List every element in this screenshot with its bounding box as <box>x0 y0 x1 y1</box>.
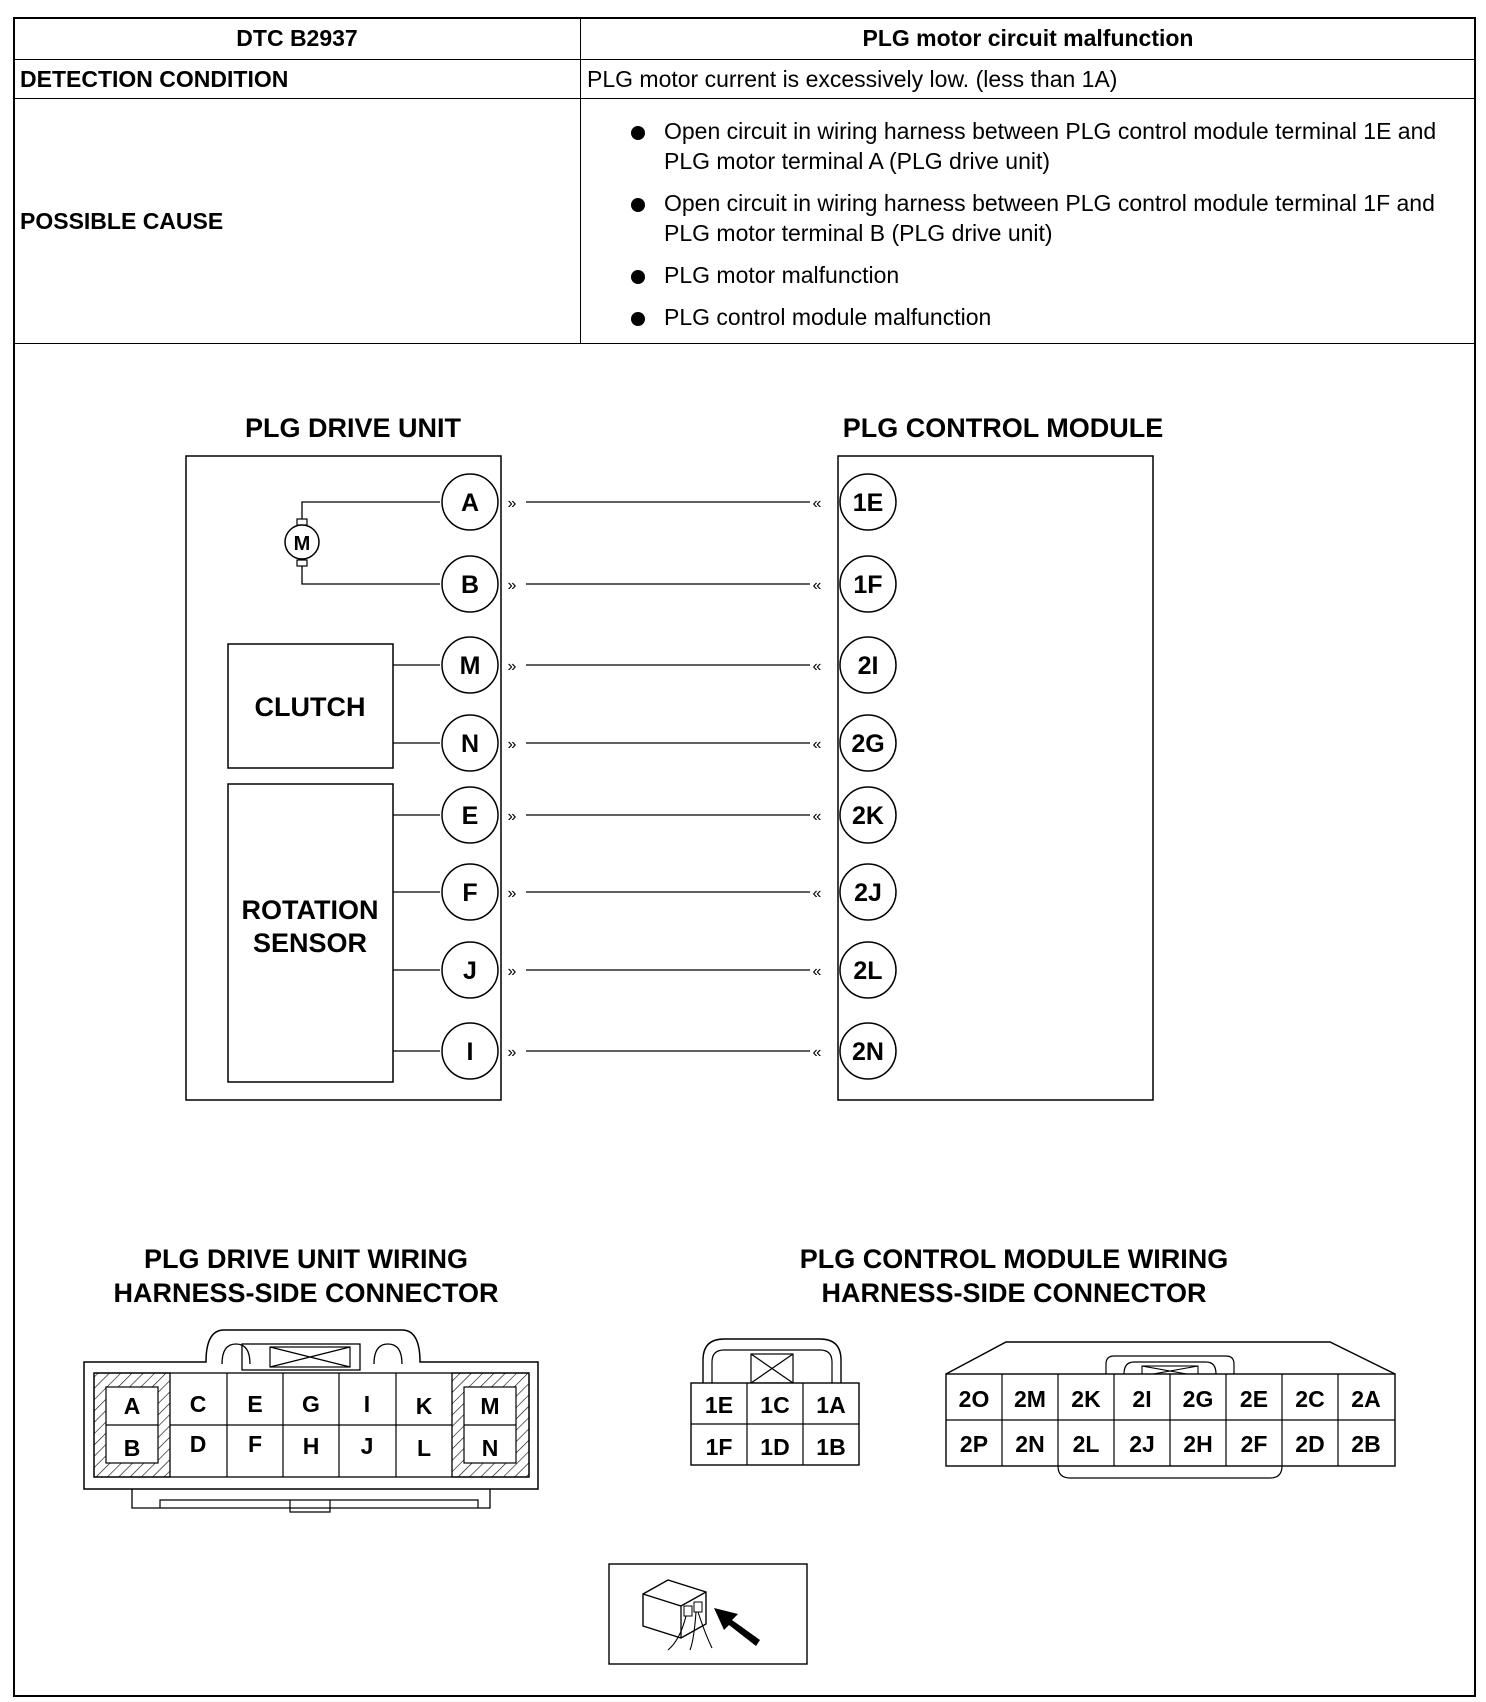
svg-text:»: » <box>507 808 517 825</box>
drive-unit-box <box>186 456 501 1100</box>
connector-pin: F <box>247 1431 263 1457</box>
wire-4 <box>442 715 896 771</box>
module-pin-label: 2L <box>853 957 883 985</box>
svg-text:»: » <box>507 495 517 512</box>
wire-5 <box>442 787 896 843</box>
dtc-code: DTC B2937 <box>14 18 581 60</box>
wire-8 <box>442 1023 896 1079</box>
cause-item: Open circuit in wiring harness between PLG control module terminal 1E and PLG motor terminal A (PLG drive unit) <box>587 116 1469 176</box>
drive-connector-title-2: HARNESS-SIDE CONNECTOR <box>113 1278 499 1308</box>
drive-pin-label: J <box>463 957 477 985</box>
module-connector-title-2: HARNESS-SIDE CONNECTOR <box>821 1278 1207 1308</box>
connector-pin: M <box>480 1393 500 1419</box>
svg-text:»: » <box>507 885 517 902</box>
connector-pin: 2P <box>959 1431 989 1457</box>
connector-pin: 2B <box>1351 1431 1381 1457</box>
connector-pin: 2E <box>1239 1386 1269 1412</box>
connector-pin: 2M <box>1014 1386 1046 1412</box>
connector-pin: 1D <box>760 1434 790 1460</box>
harness-side-view-icon <box>609 1564 807 1664</box>
svg-text:»: » <box>507 577 517 594</box>
connector-pin: 2G <box>1182 1386 1214 1412</box>
svg-text:«: « <box>812 808 822 825</box>
possible-cause-label: POSSIBLE CAUSE <box>14 99 581 344</box>
motor-symbol: M <box>293 533 311 555</box>
connector-pin: C <box>189 1391 207 1417</box>
connector-pin: 1A <box>816 1392 846 1418</box>
connector-pin: L <box>416 1435 432 1461</box>
svg-text:»: » <box>507 1044 517 1061</box>
svg-text:»: » <box>507 963 517 980</box>
module-connector-title-1: PLG CONTROL MODULE WIRING <box>799 1244 1229 1274</box>
svg-text:»: » <box>507 658 517 675</box>
connector-pin: 2L <box>1072 1431 1100 1457</box>
drive-unit-connector <box>84 1330 538 1512</box>
drive-pin-label: A <box>460 489 480 517</box>
connector-pin: D <box>189 1431 207 1457</box>
drive-pin-label: I <box>466 1038 474 1066</box>
svg-text:»: » <box>507 736 517 753</box>
connector-pin: 2H <box>1183 1431 1213 1457</box>
connector-pin: 1B <box>816 1434 846 1460</box>
cause-item: PLG motor malfunction <box>587 260 1469 290</box>
connector-pin: 2J <box>1129 1431 1155 1457</box>
control-module-title: PLG CONTROL MODULE <box>842 413 1164 443</box>
connector-pin: G <box>302 1391 320 1417</box>
control-module-connector-2 <box>946 1342 1395 1478</box>
connector-pin: J <box>360 1433 374 1459</box>
module-pin-label: 2G <box>851 730 885 758</box>
detection-label: DETECTION CONDITION <box>14 60 581 99</box>
svg-text:«: « <box>812 885 822 902</box>
svg-text:«: « <box>812 1044 822 1061</box>
drive-unit-title: PLG DRIVE UNIT <box>244 413 462 443</box>
connector-pin: A <box>123 1393 141 1419</box>
wire-2 <box>442 556 896 612</box>
module-pin-label: 1F <box>853 571 883 599</box>
connector-pin: 2O <box>958 1386 990 1412</box>
module-pin-label: 2I <box>857 652 879 680</box>
connector-pin: H <box>302 1433 320 1459</box>
control-module-box <box>838 456 1153 1100</box>
module-pin-label: 2N <box>852 1038 884 1066</box>
svg-text:«: « <box>812 963 822 980</box>
drive-connector-title-1: PLG DRIVE UNIT WIRING <box>144 1244 468 1274</box>
rotation-sensor-label-1: ROTATION <box>241 895 379 925</box>
svg-text:«: « <box>812 495 822 512</box>
motor-icon <box>285 502 440 584</box>
module-pin-label: 1E <box>852 489 884 517</box>
drive-pin-label: M <box>459 652 481 680</box>
connector-pin: 2A <box>1351 1386 1381 1412</box>
connector-pin: E <box>247 1391 263 1417</box>
connector-pin: 1E <box>704 1392 734 1418</box>
wire-1 <box>442 474 896 530</box>
connector-pin: 2F <box>1240 1431 1268 1457</box>
connector-pin: I <box>363 1391 371 1417</box>
drive-pin-label: N <box>460 730 480 758</box>
module-pin-label: 2J <box>854 879 882 907</box>
connector-pin: 1C <box>760 1392 790 1418</box>
wire-6 <box>442 864 896 920</box>
connector-pin: K <box>415 1393 433 1419</box>
connector-pin: B <box>123 1435 141 1461</box>
svg-text:«: « <box>812 658 822 675</box>
connector-pin: 2I <box>1132 1386 1152 1412</box>
wire-3 <box>442 637 896 693</box>
connector-pin: N <box>481 1435 499 1461</box>
drive-pin-label: E <box>461 802 479 830</box>
dtc-description: PLG motor circuit malfunction <box>581 18 1476 60</box>
module-pin-label: 2K <box>852 802 884 830</box>
cause-item: Open circuit in wiring harness between PLG control module terminal 1F and PLG motor terminal B (PLG drive unit) <box>587 188 1469 248</box>
connector-pin: 2N <box>1015 1431 1045 1457</box>
connector-pin: 2C <box>1295 1386 1325 1412</box>
wire-7 <box>442 942 896 998</box>
connector-pin: 2K <box>1071 1386 1101 1412</box>
connector-pin: 1F <box>705 1434 733 1460</box>
svg-text:«: « <box>812 577 822 594</box>
control-module-connector-1 <box>691 1339 859 1465</box>
connector-pin: 2D <box>1295 1431 1325 1457</box>
cause-item: PLG control module malfunction <box>587 302 1469 332</box>
detection-value: PLG motor current is excessively low. (less than 1A) <box>581 60 1476 99</box>
svg-text:«: « <box>812 736 822 753</box>
drive-pin-label: B <box>460 571 480 599</box>
rotation-sensor-label-2: SENSOR <box>252 928 368 958</box>
clutch-label: CLUTCH <box>254 692 366 722</box>
drive-pin-label: F <box>462 879 478 907</box>
